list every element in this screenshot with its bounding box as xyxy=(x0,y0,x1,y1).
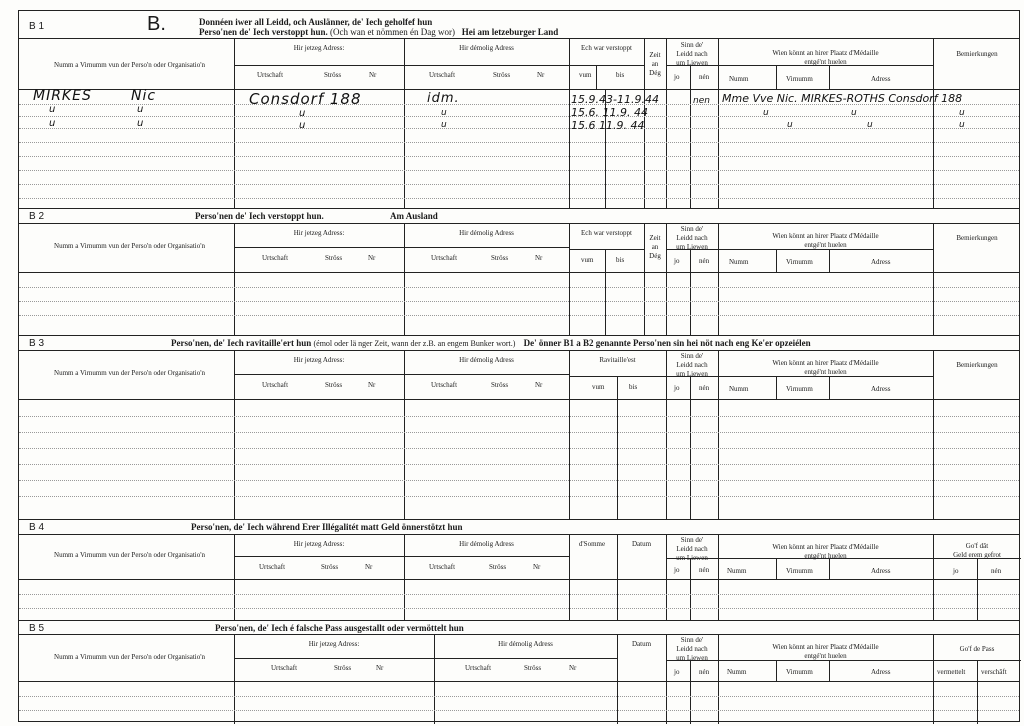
col-bis: bis xyxy=(616,256,625,264)
col-zeit-an: an xyxy=(651,243,659,251)
hw-ditto: u xyxy=(787,120,794,130)
title-text: Perso'nen, de' Iech ravitaille'ert hun xyxy=(171,338,312,348)
col-former-address: Hir démolig Adress xyxy=(459,540,514,548)
section-title xyxy=(195,211,438,221)
col-nen: nén xyxy=(699,257,710,265)
col-former-address: Hir démolig Adress xyxy=(459,356,514,364)
col-name: Numm a Virnumm vun der Perso'n oder Organisatio'n xyxy=(54,551,205,559)
col-medal: Wien könnt an hirer Plaatz d'Médaille xyxy=(772,543,879,551)
col-sinn-a: Sinn de' xyxy=(680,41,704,49)
col-nr-former: Nr xyxy=(569,664,577,672)
col-urtschaft-former: Urtschaft xyxy=(429,71,456,79)
col-former-address: Hir démolig Adress xyxy=(498,640,553,648)
section-id: B 1 xyxy=(29,21,45,32)
col-numm: Numm xyxy=(729,258,749,266)
col-current-address: Hir jetzeg Adress: xyxy=(293,229,345,237)
col-nr-former: Nr xyxy=(535,254,543,262)
title-tail: De' önner B1 a B2 genannte Perso'nen sin hei nöt nach eng Ke'er opzeiélen xyxy=(523,338,811,348)
col-nr: Nr xyxy=(368,254,376,262)
col-stross-former: Ströss xyxy=(493,71,511,79)
hw-date-3: 15.6 11.9. 44 xyxy=(571,119,645,132)
col-sinn-a: Sinn de' xyxy=(680,225,704,233)
col-verschaft: verschâft xyxy=(981,668,1007,676)
col-sinn-c: um Liewen xyxy=(676,370,708,378)
col-name: Numm a Virnumm vun der Perso'n oder Organisatio'n xyxy=(54,369,205,377)
col-numm: Numm xyxy=(727,567,747,575)
col-sinn-b: Leidd nach xyxy=(676,361,708,369)
col-current-address: Hir jetzeg Adress: xyxy=(293,44,345,52)
hw-ditto: u xyxy=(867,120,874,130)
col-jo: jo xyxy=(674,384,680,392)
col-zeit-an: an xyxy=(651,60,659,68)
col-urtschaft-former: Urtschaft xyxy=(429,563,456,571)
col-nr: Nr xyxy=(365,563,373,571)
b3-body xyxy=(19,400,1019,520)
col-sinn-b: Leidd nach xyxy=(676,545,708,553)
hw-former: idm. xyxy=(427,91,460,106)
hw-ditto: u xyxy=(959,120,966,130)
section-b4 xyxy=(19,519,1019,620)
hw-vorname: Nic xyxy=(131,88,157,104)
col-geld-nen: nén xyxy=(991,567,1002,575)
b3-header xyxy=(19,350,1019,400)
col-datum: Datum xyxy=(631,640,652,648)
col-stross: Ströss xyxy=(334,664,352,672)
col-nen: nén xyxy=(699,668,710,676)
hw-address: Consdorf 188 xyxy=(249,90,362,108)
col-adress: Adress xyxy=(871,258,891,266)
hw-ditto: u xyxy=(49,118,57,129)
col-virnumm: Virnumm xyxy=(786,385,813,393)
col-sinn-b: Leidd nach xyxy=(676,50,708,58)
col-medal: Wien könnt an hirer Plaatz d'Médaille xyxy=(772,49,879,57)
hw-ditto: u xyxy=(137,118,145,129)
col-name: Numm a Virnumm vun der Perso'n oder Organisatio'n xyxy=(54,61,205,69)
col-nr-former: Nr xyxy=(537,71,545,79)
col-medal-b: entgé'nt huelen xyxy=(804,652,847,660)
col-bis: bis xyxy=(616,71,625,79)
section-title: Perso'nen, de' Iech während Erer Illégalitét matt Geld önnerstötzt hun xyxy=(191,522,463,532)
col-nen: nén xyxy=(699,384,710,392)
col-zeit: Zeit xyxy=(649,234,661,242)
col-jo: jo xyxy=(674,668,680,676)
col-vum: vum xyxy=(581,256,594,264)
hw-ditto: u xyxy=(441,120,448,130)
col-geld-jo: jo xyxy=(953,567,959,575)
section-id: B 5 xyxy=(29,623,45,634)
col-urtschaft-former: Urtschaft xyxy=(465,664,492,672)
col-name: Numm a Virnumm vun der Perso'n oder Organisatio'n xyxy=(54,653,205,661)
section-title: Perso'nen, de' Iech é falsche Pass ausgestallt oder vermöttelt hun xyxy=(215,623,464,633)
subtitle-place: Hei am letzeburger Land xyxy=(461,27,559,37)
hw-ditto: u xyxy=(441,108,448,118)
col-bis: bis xyxy=(629,383,638,391)
col-bemierkungen: Bemierkungen xyxy=(956,234,998,242)
b1-body xyxy=(19,90,1019,208)
hw-ditto: u xyxy=(851,108,858,118)
col-adress: Adress xyxy=(871,567,891,575)
col-medal: Wien könnt an hirer Plaatz d'Médaille xyxy=(772,359,879,367)
col-zeit: Zeit xyxy=(649,51,661,59)
col-stross: Ströss xyxy=(324,71,342,79)
subtitle-normal: (Och wan et nömmen én Dag wor) xyxy=(330,27,455,37)
col-vum: vum xyxy=(579,71,592,79)
col-urtschaft: Urtschaft xyxy=(262,381,289,389)
col-adress: Adress xyxy=(871,385,891,393)
col-virnumm: Virnumm xyxy=(786,567,813,575)
b4-header xyxy=(19,534,1019,580)
col-nr-former: Nr xyxy=(535,381,543,389)
col-medal-b: entgé'nt huelen xyxy=(804,368,847,376)
section-letter: B. xyxy=(147,13,166,35)
col-stross-former: Ströss xyxy=(489,563,507,571)
col-urtschaft: Urtschaft xyxy=(271,664,298,672)
col-numm: Numm xyxy=(729,385,749,393)
hw-ditto: u xyxy=(299,108,307,119)
col-virnumm: Virnumm xyxy=(786,668,813,676)
col-stross: Ströss xyxy=(325,254,343,262)
section-id: B 4 xyxy=(29,522,45,533)
col-adress: Adress xyxy=(871,75,891,83)
col-urtschaft: Urtschaft xyxy=(259,563,286,571)
b2-header xyxy=(19,223,1019,273)
form-sheet xyxy=(18,10,1020,722)
col-adress: Adress xyxy=(871,668,891,676)
col-ravitailleest: Ravitaille'est xyxy=(599,356,636,364)
col-nen: nén xyxy=(699,73,710,81)
hw-date-1: 15.9.43-11.9.44 xyxy=(571,93,659,106)
col-stross: Ströss xyxy=(325,381,343,389)
b2-body xyxy=(19,273,1019,336)
col-geld-b: Geld erem gefrot xyxy=(953,551,1001,559)
section-b2 xyxy=(19,208,1019,335)
col-urtschaft-former: Urtschaft xyxy=(431,381,458,389)
col-numm: Numm xyxy=(727,668,747,676)
col-medal: Wien könnt an hirer Plaatz d'Médaille xyxy=(772,232,879,240)
b5-body xyxy=(19,682,1019,724)
hw-ditto: u xyxy=(299,120,307,131)
section-subtitle xyxy=(199,27,558,37)
col-sinn-c: um Liewen xyxy=(676,654,708,662)
col-nr: Nr xyxy=(368,381,376,389)
col-hidden: Ech war verstoppt xyxy=(581,229,632,237)
col-medal: Wien könnt an hirer Plaatz d'Médaille xyxy=(772,643,879,651)
col-stross-former: Ströss xyxy=(524,664,542,672)
col-numm: Numm xyxy=(729,75,749,83)
col-jo: jo xyxy=(674,566,680,574)
section-id: B 2 xyxy=(29,211,45,222)
section-title: Donnéen iwer all Leidd, och Auslänner, de' Iech geholfef hun xyxy=(199,17,433,27)
col-current-address: Hir jetzeg Adress: xyxy=(293,540,345,548)
col-medal-b: entgé'nt huelen xyxy=(804,552,847,560)
col-urtschaft-former: Urtschaft xyxy=(431,254,458,262)
section-title xyxy=(171,338,811,348)
title-normal: (émol oder lä nger Zeit, wann der z.B. an engem Bunker wort.) xyxy=(313,339,516,348)
col-vermettelt: vermettelt xyxy=(937,668,966,676)
col-nr: Nr xyxy=(376,664,384,672)
col-nr-former: Nr xyxy=(533,563,541,571)
col-sinn-c: um Liewen xyxy=(676,59,708,67)
col-virnumm: Virnumm xyxy=(786,75,813,83)
col-former-address: Hir démolig Adress xyxy=(459,229,514,237)
title-place: Am Ausland xyxy=(390,211,438,221)
section-b1 xyxy=(19,11,1019,208)
subtitle-bold: Perso'nen de' Iech verstoppt hun. xyxy=(199,27,328,37)
col-bemierkungen: Bemierkungen xyxy=(956,361,998,369)
hw-ditto: u xyxy=(137,104,145,115)
hw-name: MIRKES xyxy=(33,88,92,104)
col-nen: nén xyxy=(699,566,710,574)
hw-medal: Mme Vve Nic. MIRKES-ROTHS Consdorf 188 xyxy=(722,92,963,105)
title-text: Perso'nen de' Iech verstoppt hun. xyxy=(195,211,324,221)
col-vum: vum xyxy=(592,383,605,391)
col-urtschaft: Urtschaft xyxy=(257,71,284,79)
hw-nen-mark: nen xyxy=(693,96,710,106)
hw-ditto: u xyxy=(763,108,770,118)
col-urtschaft: Urtschaft xyxy=(262,254,289,262)
col-former-address: Hir démolig Adress xyxy=(459,44,514,52)
col-sinn-a: Sinn de' xyxy=(680,536,704,544)
col-zeit-deg: Dég xyxy=(649,252,661,260)
hw-date-2: 15.6. 11.9. 44 xyxy=(571,106,648,119)
col-datum: Datum xyxy=(631,540,652,548)
col-hidden: Ech war verstoppt xyxy=(581,44,632,52)
b1-header xyxy=(19,38,1019,90)
col-bemierkungen: Bemierkungen xyxy=(956,50,998,58)
section-id: B 3 xyxy=(29,338,45,349)
col-current-address: Hir jetzeg Adress: xyxy=(293,356,345,364)
col-medal-b: entgé'nt huelen xyxy=(804,58,847,66)
section-b5 xyxy=(19,620,1019,723)
col-sinn-c: um Liewen xyxy=(676,243,708,251)
section-b3 xyxy=(19,335,1019,519)
col-sinn-a: Sinn de' xyxy=(680,352,704,360)
b4-body xyxy=(19,580,1019,621)
col-jo: jo xyxy=(674,257,680,265)
col-jo: jo xyxy=(674,73,680,81)
col-sinn-b: Leidd nach xyxy=(676,645,708,653)
col-stross-former: Ströss xyxy=(491,381,509,389)
col-pass: Go'f de Pass xyxy=(959,645,995,653)
col-stross-former: Ströss xyxy=(491,254,509,262)
col-zeit-deg: Dég xyxy=(649,69,661,77)
hw-ditto: u xyxy=(49,104,57,115)
col-geld-a: Go'f dât xyxy=(965,542,989,550)
col-sinn-a: Sinn de' xyxy=(680,636,704,644)
col-nr: Nr xyxy=(369,71,377,79)
hw-ditto: u xyxy=(959,108,966,118)
col-sinn-c: um Liewen xyxy=(676,554,708,562)
col-current-address: Hir jetzeg Adress: xyxy=(308,640,360,648)
col-stross: Ströss xyxy=(321,563,339,571)
col-medal-b: entgé'nt huelen xyxy=(804,241,847,249)
col-somme: d'Somme xyxy=(578,540,606,548)
col-sinn-b: Leidd nach xyxy=(676,234,708,242)
col-virnumm: Virnumm xyxy=(786,258,813,266)
col-name: Numm a Virnumm vun der Perso'n oder Organisatio'n xyxy=(54,242,205,250)
